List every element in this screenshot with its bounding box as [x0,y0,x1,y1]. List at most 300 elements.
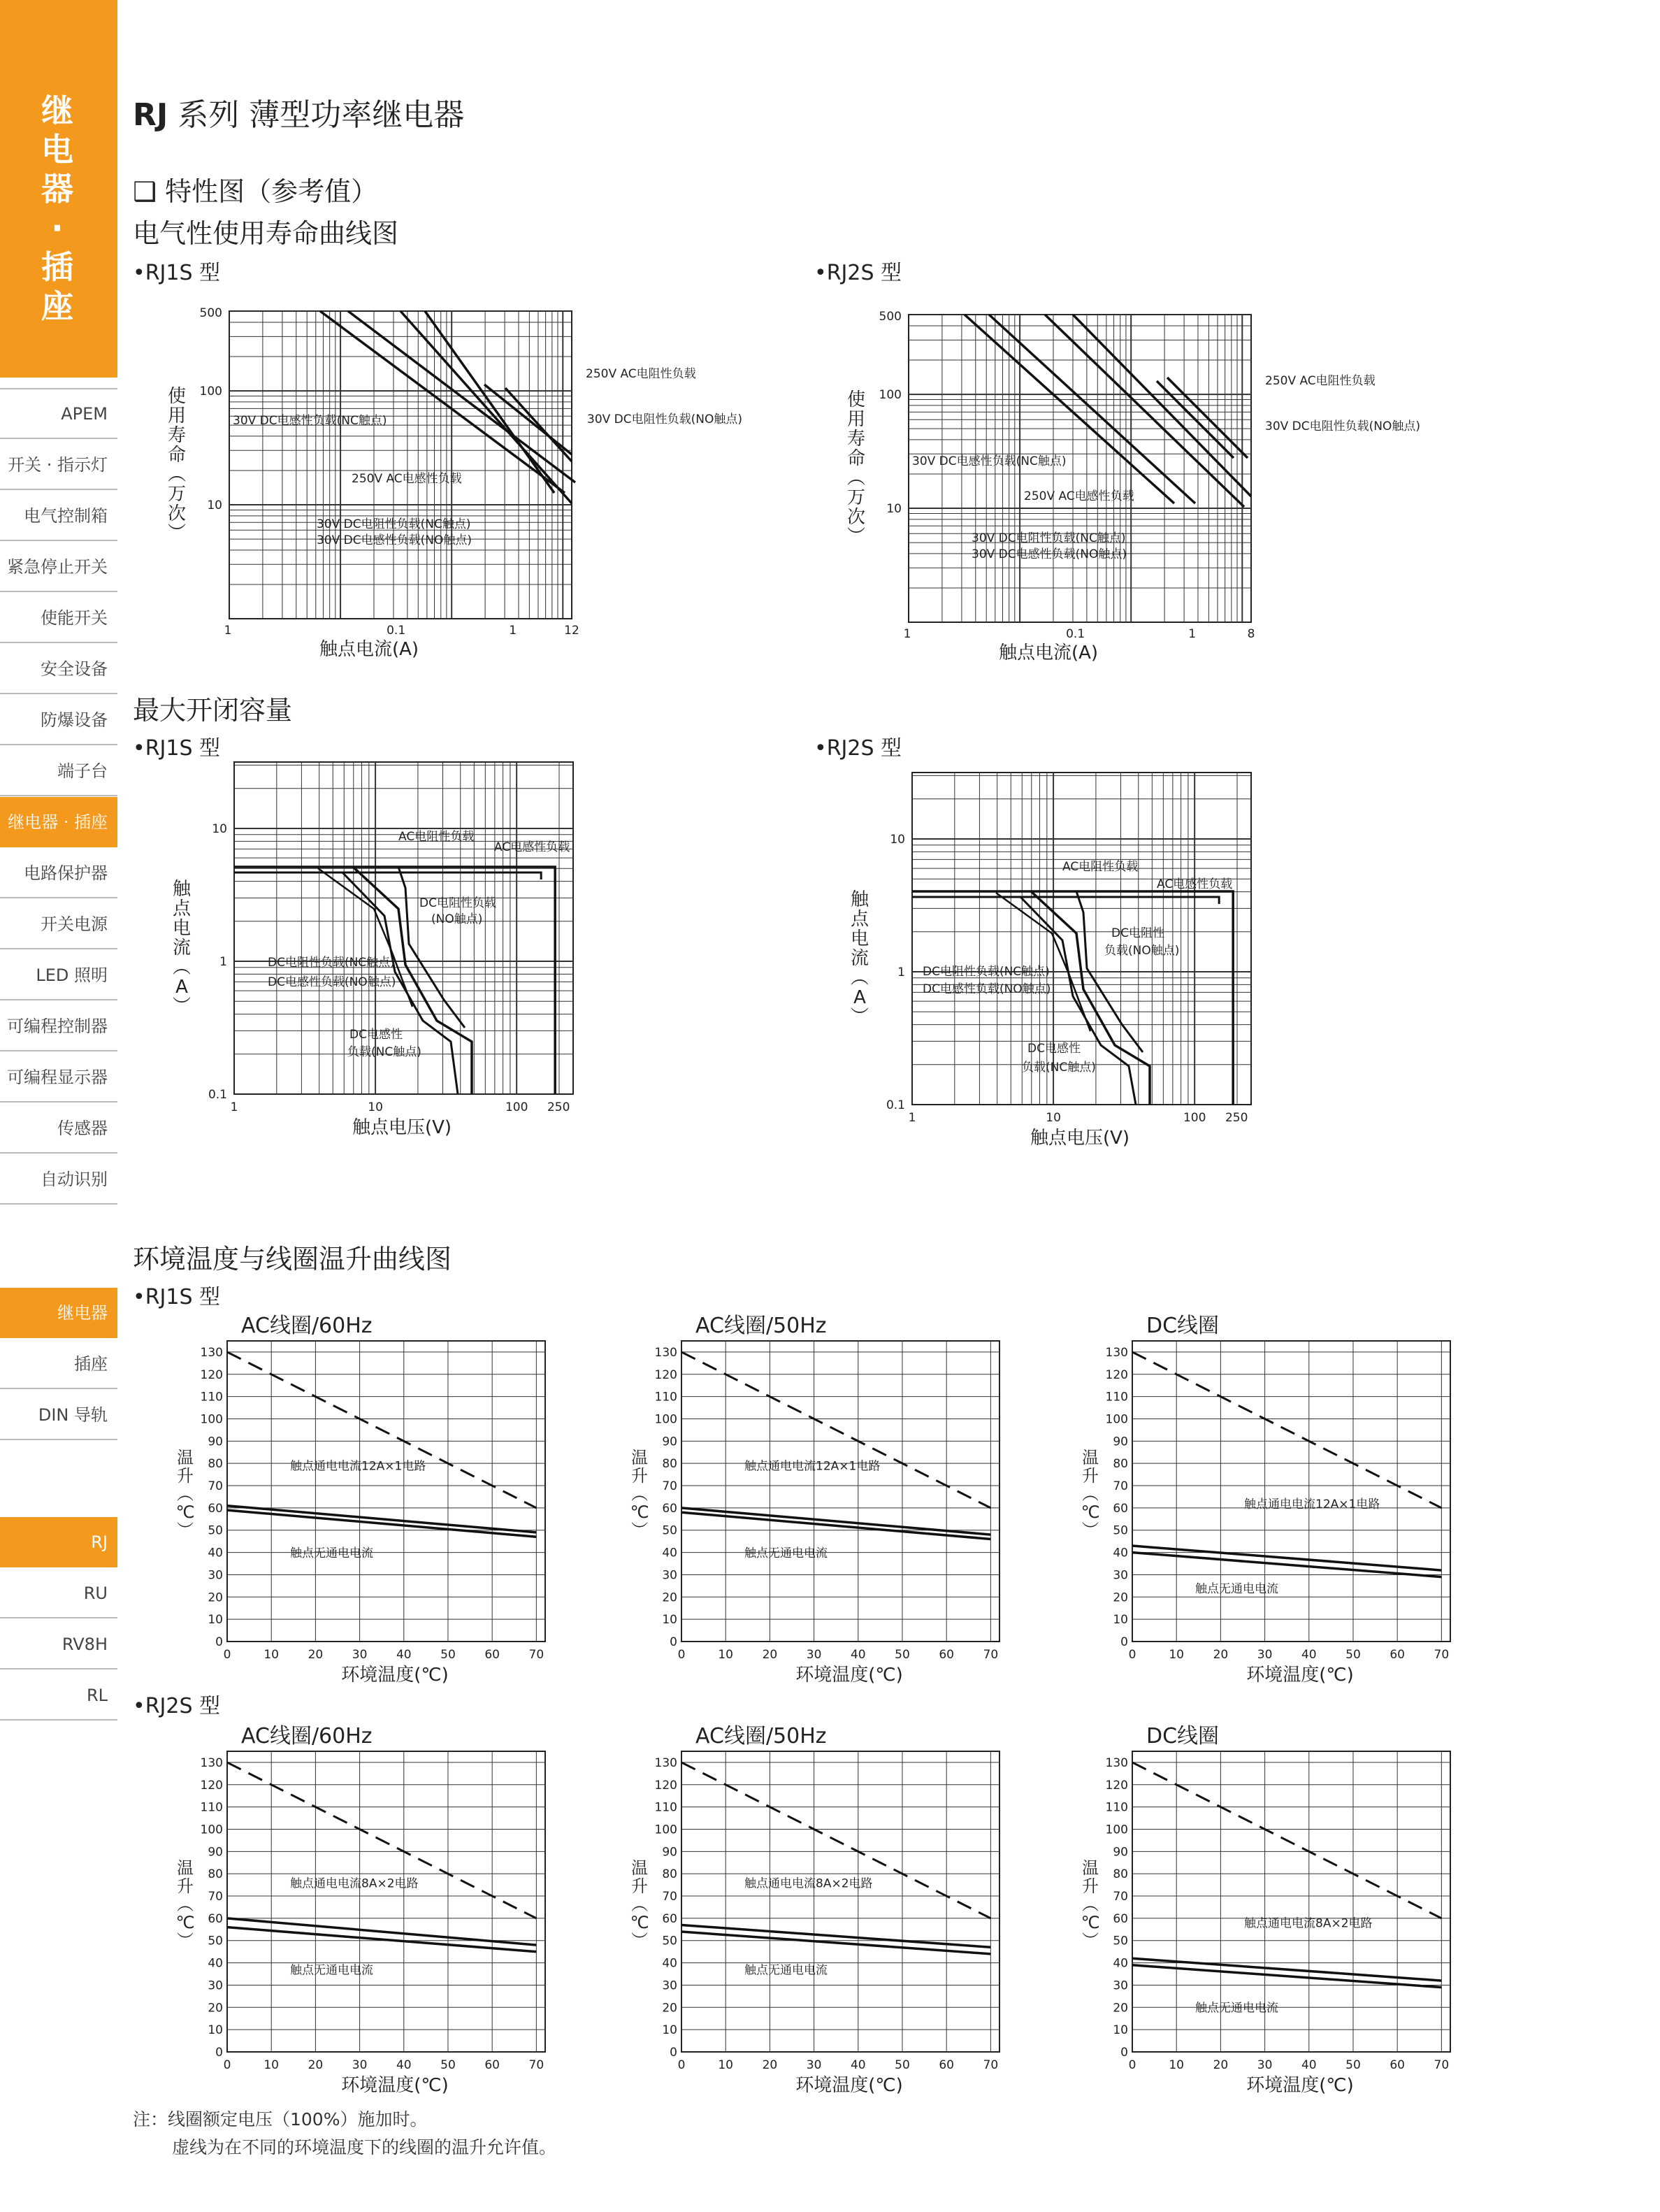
temp-ylabel-char: ︵ [631,1484,648,1504]
temp-xlabel: 环境温度(℃) [341,2075,449,2096]
sidebar-item-3[interactable]: 紧急停止开关 [0,542,117,592]
sidebar-item-10[interactable]: 开关电源 [0,899,117,949]
sw-ylabel-char: ︶ [850,1007,869,1028]
sw-curve-label: 负载(NC触点) [1022,1061,1096,1075]
life-ytick: 10 [207,498,222,513]
temp-grid [1132,1751,1450,2052]
sidebar-subitem-0[interactable]: 继电器 [0,1288,117,1338]
temp-series-label: 触点通电电流12A×1电路 [744,1459,881,1474]
temp-xtick: 40 [850,2058,866,2072]
sw-ylabel-char: 触 [850,889,869,910]
temp-ytick: 0 [1120,1635,1128,1649]
temp-ytick: 50 [208,1523,223,1538]
temp-xtick: 30 [352,1648,368,1662]
temp-xtick: 10 [718,1648,734,1662]
plot-frame [229,311,572,619]
life-ylabel-char: 命 [846,448,866,469]
life-ylabel-char: ︵ [167,464,187,485]
temp-ylabel-char: 温 [1082,1448,1099,1467]
temp-xtick: 0 [223,1648,231,1662]
life-xtick: 1 [509,624,517,638]
temp-ylabel-char: 升 [631,1876,648,1896]
temp-ytick: 100 [1105,1412,1128,1427]
temp-ytick: 70 [1113,1890,1128,1904]
sw-xtick: 10 [1046,1111,1061,1125]
temp-xtick: 60 [484,2058,500,2072]
sw-xtick: 10 [368,1100,383,1114]
note-2: 虚线为在不同的环境温度下的线圈的温升允许值。 [172,2137,557,2157]
temp-xtick: 10 [1169,1648,1185,1662]
temp-ytick: 60 [662,1911,677,1926]
temp-xtick: 40 [396,2058,412,2072]
temp-ytick: 120 [654,1778,677,1793]
sw-ylabel-char: 流 [172,938,192,958]
temp-xtick: 50 [895,2058,910,2072]
sw-curve-label: AC电感性负载 [1157,877,1233,891]
temp-xtick: 40 [850,1648,866,1662]
temp-xtick: 10 [264,1648,280,1662]
sw-ylabel-char: 电 [172,918,192,939]
sidebar-item-4[interactable]: 使能开关 [0,593,117,643]
temp-xtick: 20 [1213,2058,1229,2072]
temp-ytick: 10 [208,1613,223,1628]
temp-series-line [1132,1553,1441,1577]
temp-ylabel-char: 温 [631,1448,648,1467]
temp-xtick: 50 [440,2058,456,2072]
life-xlabel: 触点电流(A) [998,642,1099,663]
life-curve-label: 30V DC电阻性负载(NC触点) [972,531,1126,545]
life-ylabel-char: 使 [846,389,866,410]
plot-frame [234,762,573,1094]
life-left-label: •RJ1S 型 [133,261,221,285]
life-ylabel-char: 命 [167,445,187,466]
temp-ytick: 70 [208,1479,223,1494]
temp-ytick: 40 [662,1956,677,1971]
sidebar-item-9[interactable]: 电路保护器 [0,848,117,898]
temp-ytick: 0 [1120,2046,1128,2060]
life-curve-label: 30V DC电阻性负载(NO触点) [587,412,742,426]
temp-ytick: 60 [662,1501,677,1516]
temp-xtick: 10 [1169,2058,1185,2072]
temp-ytick: 50 [208,1934,223,1948]
life-ytick: 10 [886,502,902,517]
sw-xtick: 250 [547,1100,570,1114]
temp-xlabel: 环境温度(℃) [1246,2075,1354,2096]
temp-ylabel-char: ℃ [1081,1502,1100,1522]
temp-ytick: 40 [208,1956,223,1971]
sidebar-item-12[interactable]: 可编程控制器 [0,1001,117,1051]
temp-ylabel-char: 温 [177,1448,194,1467]
life-curve-label: 250V AC电感性负载 [1024,489,1134,503]
life-ytick: 100 [879,388,902,403]
temp-ytick: 20 [1113,2001,1128,2016]
temp-ylabel-char: 升 [1082,1876,1099,1896]
temp-ylabel-char: ︶ [177,1521,194,1540]
temp-ytick: 10 [1113,1613,1128,1628]
sw-xlabel: 触点电压(V) [1030,1128,1130,1149]
life-ytick: 500 [879,310,902,324]
life-xlabel: 触点电流(A) [319,639,419,660]
life-ylabel-char: ︶ [846,526,866,547]
grid [229,311,572,619]
temp-title: AC线圈/60Hz [241,1724,373,1748]
sw-xtick: 100 [505,1100,528,1114]
temp-ylabel-char: 温 [177,1858,194,1878]
temp-ytick: 130 [200,1755,223,1770]
temp-ytick: 80 [662,1867,677,1882]
sidebar-item-11[interactable]: LED 照明 [0,950,117,1000]
life-ylabel-char: 寿 [167,425,187,446]
temp-xtick: 0 [1128,2058,1136,2072]
life-xtick: 12 [564,624,579,638]
temp-xtick: 70 [1434,1648,1450,1662]
temp-grid [227,1341,545,1642]
sw-curve-label: DC电感性 [1027,1042,1081,1056]
temp-ytick: 60 [1113,1501,1128,1516]
life-xtick: 0.1 [1066,627,1085,641]
temp-ytick: 60 [208,1501,223,1516]
sw-curve-label: AC电阻性负载 [1062,860,1139,874]
sidebar-item-5[interactable]: 安全设备 [0,644,117,694]
life-ylabel-char: 次 [846,507,866,528]
temp-grid [1132,1341,1450,1642]
temp-xtick: 50 [1345,1648,1361,1662]
temp-series-label: 触点无通电电流 [744,1963,828,1978]
life-xtick: 8 [1247,627,1255,641]
temp-title: AC线圈/50Hz [695,1314,827,1338]
temp-ytick: 130 [654,1755,677,1770]
sidebar-model-1[interactable]: RU [0,1568,117,1618]
sw-grid [912,773,1251,1105]
temp-ytick: 40 [208,1546,223,1560]
sw-ylabel-char: 流 [850,948,869,969]
temp-series-label: 触点无通电电流 [1195,2001,1278,2016]
temp-ytick: 110 [654,1390,677,1405]
temp-ytick: 120 [1105,1367,1128,1382]
temp-allowable-line [1132,1762,1441,1918]
temp-ytick: 120 [654,1367,677,1382]
plot-frame [1132,1751,1450,2052]
temp-ytick: 10 [1113,2023,1128,2038]
temp-xtick: 60 [484,1648,500,1662]
temp-ytick: 120 [200,1778,223,1793]
temp-ytick: 80 [1113,1457,1128,1472]
temp-xtick: 20 [308,2058,324,2072]
sw-xtick: 100 [1183,1111,1206,1125]
temp-ytick: 120 [200,1367,223,1382]
temp-xtick: 0 [677,1648,686,1662]
temp-ytick: 60 [1113,1911,1128,1926]
temp-xlabel: 环境温度(℃) [341,1665,449,1686]
temp-ylabel-char: 温 [1082,1858,1099,1878]
sw-ytick: 10 [212,822,227,836]
temp-xtick: 70 [983,1648,999,1662]
life-ylabel-char: 寿 [846,429,866,450]
temp-ylabel-char: ︵ [177,1484,194,1504]
sw-ytick: 1 [897,965,905,979]
temp-allowable-line [681,1352,990,1508]
sw-ylabel-char: ︶ [172,996,192,1017]
temp-ytick: 130 [1105,1345,1128,1360]
sidebar-item-13[interactable]: 可编程显示器 [0,1052,117,1103]
temp-allowable-line [1132,1352,1441,1508]
sw-ylabel-char: ︵ [172,957,192,978]
temp-xtick: 50 [1345,2058,1361,2072]
temp-ytick: 80 [208,1867,223,1882]
sw-curve-label: DC电阻性负载(NC触点) [923,965,1050,979]
sw-ylabel-char: 触 [172,879,192,900]
temp-grid [681,1341,999,1642]
temp-ytick: 90 [662,1845,677,1860]
section-heading: ❑ 特性图（参考值） [133,176,378,207]
sidebar-model-0[interactable]: RJ [0,1517,117,1567]
plot-frame [227,1751,545,2052]
temp-grid [227,1751,545,2052]
temp-ytick: 110 [1105,1800,1128,1815]
temp-xtick: 70 [1434,2058,1450,2072]
temp-ytick: 50 [662,1934,677,1948]
temp-xtick: 30 [1257,2058,1273,2072]
temp-ylabel-char: ︵ [631,1895,648,1914]
plot-frame [681,1751,999,2052]
temp-xtick: 50 [440,1648,456,1662]
life-ylabel-char: 万 [846,487,866,508]
temp-series-label: 触点无通电电流 [744,1546,828,1560]
temp-ytick: 50 [1113,1934,1128,1948]
life-ytick: 100 [199,385,222,399]
temp-xtick: 40 [1301,1648,1317,1662]
temp-ytick: 20 [208,1590,223,1605]
life-xtick: 1 [1188,627,1197,641]
sidebar-item-6[interactable]: 防爆设备 [0,695,117,745]
sidebar-category-title: 继电器·插座 [41,92,73,325]
life-curve-label: 30V DC电感性负载(NC触点) [233,414,387,428]
sw-curve-label: 负载(NC触点) [347,1045,421,1059]
life-ylabel-char: 使 [167,386,187,407]
life-curve-label: 30V DC电感性负载(NO触点) [317,533,472,547]
temp-ytick: 30 [208,1568,223,1583]
temp-ytick: 70 [662,1479,677,1494]
temp-ylabel-char: ℃ [630,1502,649,1522]
sw-curve-label: DC电感性负载(NO触点) [923,982,1051,996]
sw-ylabel-char: ︵ [850,968,869,989]
temp-ytick: 130 [1105,1755,1128,1770]
temp-ytick: 110 [200,1800,223,1815]
sw-xtick: 250 [1225,1111,1248,1125]
temp-ylabel-char: ︶ [1082,1521,1099,1540]
sidebar-item-1[interactable]: 开关 · 指示灯 [0,440,117,490]
temp-series-label: 触点无通电电流 [1195,1581,1278,1596]
page-title-series: RJ [133,97,168,133]
temp-ylabel-char: 升 [177,1466,194,1486]
temp-xtick: 10 [718,2058,734,2072]
temp-ylabel-char: 升 [631,1466,648,1486]
grid [909,315,1251,622]
temp-ytick: 90 [1113,1845,1128,1860]
temp-xtick: 0 [223,2058,231,2072]
temp-ytick: 110 [200,1390,223,1405]
life-curve-label: 30V DC电阻性负载(NC触点) [317,517,471,531]
switching-right-label: •RJ2S 型 [814,736,902,761]
sw-ytick: 10 [890,833,905,847]
temp-title: DC线圈 [1146,1724,1220,1748]
temp-ytick: 70 [208,1890,223,1904]
sw-xlabel: 触点电压(V) [352,1117,452,1138]
plot-frame [681,1341,999,1642]
temp-xtick: 20 [762,2058,778,2072]
life-ylabel-char: 用 [167,405,187,426]
temp-series-label: 触点通电电流8A×2电路 [744,1876,873,1891]
life-ylabel-char: 万 [167,484,187,505]
sidebar-subitem-2[interactable]: DIN 导轨 [0,1390,117,1440]
sidebar-model-3[interactable]: RL [0,1670,117,1721]
temp-series-label: 触点通电电流12A×1电路 [1244,1497,1380,1511]
temp-xtick: 40 [396,1648,412,1662]
temp-xtick: 20 [1213,1648,1229,1662]
sw-ytick: 1 [219,955,227,969]
sidebar-model-2[interactable]: RV8H [0,1619,117,1669]
temp-ytick: 20 [208,2001,223,2016]
sw-curve-label: AC电感性负载 [494,840,570,854]
temp-ytick: 10 [208,2023,223,2038]
sidebar-subitem-1[interactable]: 插座 [0,1339,117,1389]
temp-ylabel-char: ℃ [175,1913,195,1932]
temp-ytick: 30 [662,1978,677,1993]
sw-curve-label: DC电阻性负载 [419,896,496,910]
sidebar-item-0[interactable]: APEM [0,389,117,439]
sw-dc-inductive-nc [996,893,1090,1031]
temp-ytick: 40 [1113,1956,1128,1971]
life-ylabel-char: ︶ [167,523,187,544]
temp-ylabel-char: ︶ [631,1521,648,1540]
temp-series-label: 触点无通电电流 [290,1546,373,1560]
sw-curve-label: DC电感性 [349,1028,403,1042]
temp-ylabel-char: ℃ [175,1502,195,1522]
temp-series-line [227,1510,536,1537]
temp-series-line [681,1508,990,1535]
temp-ytick: 90 [1113,1435,1128,1449]
temp-ytick: 20 [1113,1590,1128,1605]
sw-dc-resistive-nc [398,867,465,1028]
sw-xtick: 1 [908,1111,916,1125]
sw-grid [234,762,573,1094]
sw-curve-label: DC电阻性负载(NC触点) [268,956,395,970]
sidebar-item-7[interactable]: 端子台 [0,746,117,796]
temp-ytick: 30 [208,1978,223,1993]
temp-ytick: 130 [654,1345,677,1360]
temp-ytick: 30 [1113,1978,1128,1993]
temp-grid [681,1751,999,2052]
temp-ytick: 90 [208,1435,223,1449]
sidebar-item-15[interactable]: 自动识别 [0,1154,117,1205]
temp-ytick: 70 [1113,1479,1128,1494]
temp-ytick: 100 [200,1823,223,1837]
temp-ytick: 10 [662,2023,677,2038]
temp-xtick: 60 [1390,1648,1405,1662]
temp-ytick: 30 [662,1568,677,1583]
temp-ytick: 0 [215,2046,223,2060]
plot-frame [912,773,1251,1105]
temp-xtick: 30 [806,1648,822,1662]
temp-allowable-line [681,1762,990,1918]
life-curve-label: 250V AC电阻性负载 [586,367,696,381]
temp-series-line [681,1512,990,1539]
temp-allowable-line [227,1762,536,1918]
sw-ylabel-char: A [175,977,188,998]
temp-series-label: 触点无通电电流 [290,1963,373,1978]
life-curve-label: 30V DC电感性负载(NO触点) [972,547,1127,561]
temp-xtick: 0 [677,2058,686,2072]
temp-ytick: 50 [1113,1523,1128,1538]
sw-ytick: 0.1 [886,1098,905,1112]
temp-title: DC线圈 [1146,1314,1220,1338]
temp-xtick: 50 [895,1648,910,1662]
temp-ylabel-char: 温 [631,1858,648,1878]
temp-ytick: 120 [1105,1778,1128,1793]
temp-series-line [1132,1546,1441,1570]
temp-ytick: 30 [1113,1568,1128,1583]
temp-series-label: 触点通电电流8A×2电路 [290,1876,419,1891]
sidebar-item-2[interactable]: 电气控制箱 [0,491,117,541]
life-curve-label: 250V AC电阻性负载 [1265,374,1376,388]
life-curve-label: 250V AC电感性负载 [352,472,462,486]
switching-left-label: •RJ1S 型 [133,736,221,761]
life-xtick: 0.1 [387,624,406,638]
temp-ylabel-char: ︵ [1082,1895,1099,1914]
temp-ytick: 110 [654,1800,677,1815]
temp-ytick: 80 [662,1457,677,1472]
temp-xtick: 60 [939,2058,954,2072]
sw-ylabel-char: 电 [850,928,869,949]
life-curve-label: 30V DC电感性负载(NC触点) [912,454,1067,468]
temp-series-label: 触点通电电流8A×2电路 [1244,1916,1373,1931]
temp-xtick: 30 [352,2058,368,2072]
temp-ylabel-char: ︵ [1082,1484,1099,1504]
sidebar-item-8[interactable]: 继电器 · 插座 [0,797,117,847]
sw-curve-label: 负载(NO触点) [1104,944,1180,958]
temp-series-label: 触点通电电流12A×1电路 [290,1459,426,1474]
sw-ytick: 0.1 [208,1088,227,1102]
sw-ylabel-char: A [853,987,866,1008]
plot-frame [909,315,1251,622]
temp-ylabel-char: ︶ [631,1931,648,1951]
temp-ylabel-char: ℃ [1081,1913,1100,1932]
life-curve-label: 30V DC电阻性负载(NO触点) [1265,419,1420,433]
sw-curve-label: AC电阻性负载 [398,830,475,844]
temp-ylabel-char: ︶ [1082,1931,1099,1951]
temp-ytick: 10 [662,1613,677,1628]
temp-xtick: 30 [1257,1648,1273,1662]
life-xtick: 1 [903,627,911,641]
sw-curve-label: (NO触点) [431,912,483,926]
temp-ytick: 80 [208,1457,223,1472]
temp-ytick: 50 [662,1523,677,1538]
temp-ytick: 20 [662,1590,677,1605]
temp-rj1s-label: •RJ1S 型 [133,1285,221,1309]
sw-ylabel-char: 点 [172,898,192,919]
sidebar-item-14[interactable]: 传感器 [0,1103,117,1154]
life-ylabel-char: 次 [167,503,187,524]
temp-ytick: 130 [200,1345,223,1360]
temp-title: AC线圈/50Hz [695,1724,827,1748]
sw-ylabel-char: 点 [850,909,869,930]
sw-curve-label: DC电阻性 [1111,926,1164,940]
temp-xtick: 70 [528,2058,544,2072]
switching-heading: 最大开闭容量 [133,695,293,726]
temp-ytick: 0 [670,1635,677,1649]
temp-ytick: 0 [670,2046,677,2060]
temp-xlabel: 环境温度(℃) [1246,1665,1354,1686]
